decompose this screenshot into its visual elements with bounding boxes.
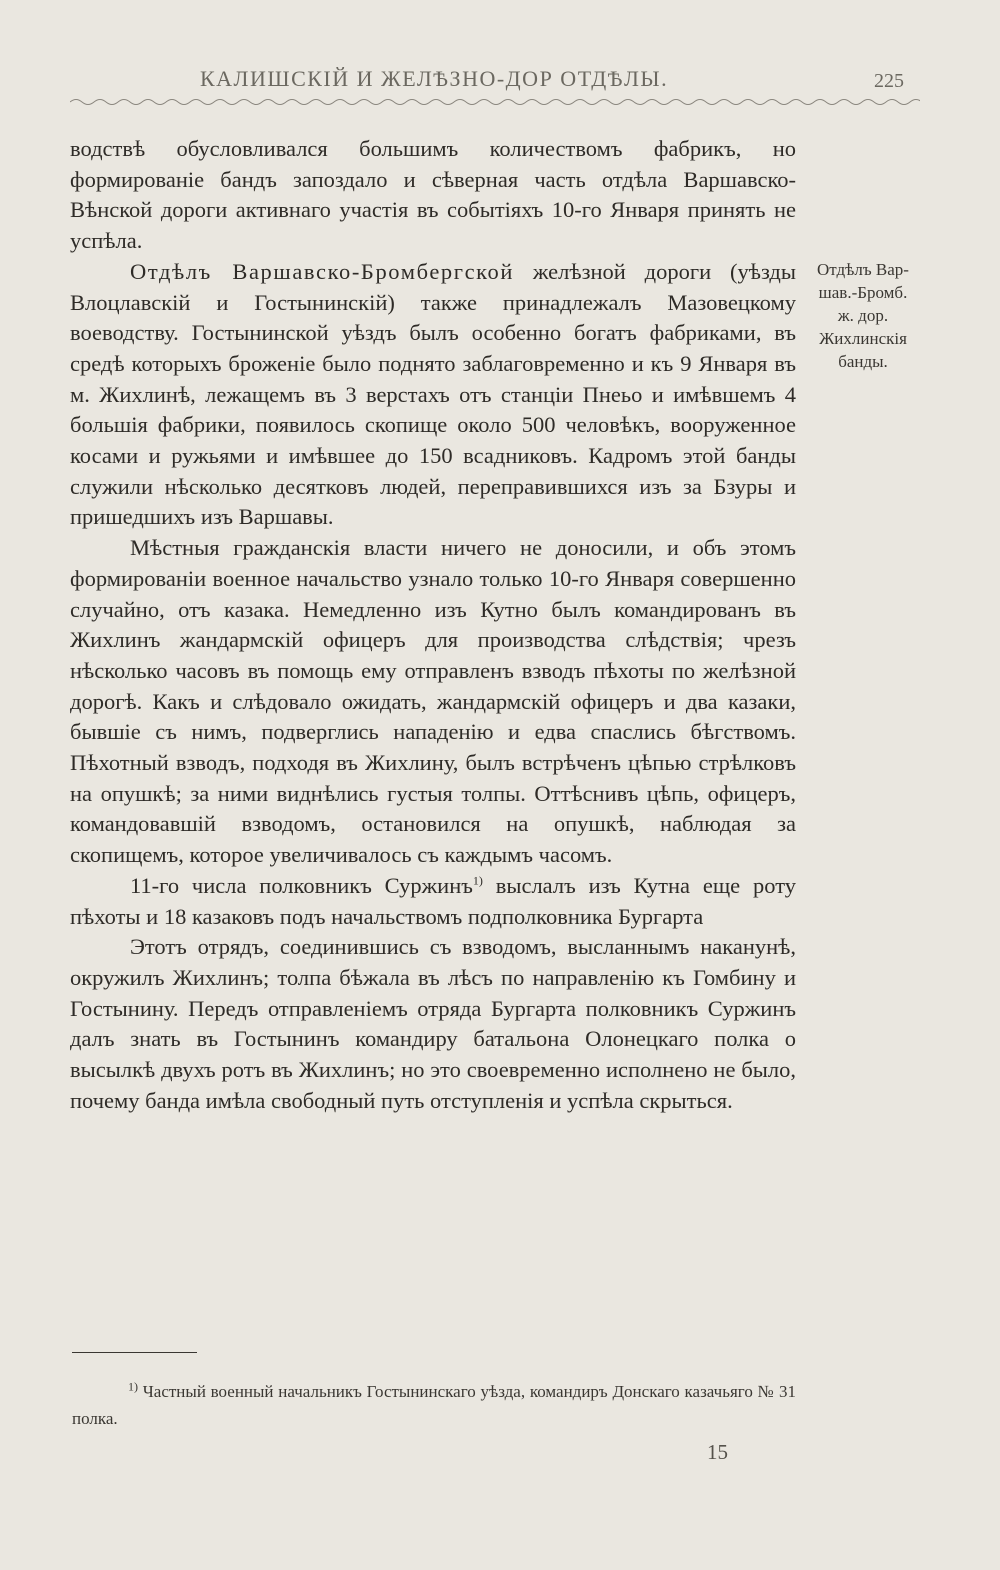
wavy-rule-ornament (70, 96, 920, 108)
footnote-reference: 1) (472, 873, 483, 888)
page-number: 225 (874, 70, 904, 92)
paragraph-2-spaced-heading: Отдѣлъ Варшавско-Бромбергской (130, 258, 515, 284)
footnote-marker: 1) (128, 1379, 138, 1394)
paragraph-3: Мѣстныя гражданскія власти ничего не доносили, и объ этомъ формированіи военное начальство узнало только 10-го Января совершенно случайно, отъ казака. Немедленно изъ Кутно былъ командированъ въ Жихлинъ жандармскій офицеръ для производства слѣдствія; чрезъ нѣсколько часовъ въ помощь ему отправленъ взводъ пѣхоты по желѣзной дорогѣ. Какъ и слѣдовало ожидать, жандармскій офицеръ и два казаки, бывшіе съ нимъ, подверглись нападенію и едва спаслись бѣгствомъ. Пѣхотный взводъ, подходя въ Жихлину, былъ встрѣченъ цѣпью стрѣлковъ на опушкѣ; за ними виднѣлись густыя толпы. Оттѣснивъ цѣпь, офицеръ, командовавшій взводомъ, остановился на опушкѣ, наблюдая за скопищемъ, которое увеличивалось съ каждымъ часомъ. (70, 535, 796, 868)
running-head: КАЛИШСКІЙ И ЖЕЛѢЗНО-ДОР ОТДѢЛЫ. (200, 66, 669, 91)
main-text (70, 134, 796, 1117)
margin-note-line: Отдѣлъ Вар- (817, 260, 909, 279)
margin-note-line: банды. (838, 352, 888, 371)
signature-mark: 15 (707, 1440, 728, 1464)
footnote (72, 1378, 796, 1432)
margin-note-line: Жихлинскія (819, 329, 907, 348)
margin-note-line: шав.-Бромб. (818, 283, 908, 302)
paragraph-4 (70, 871, 796, 932)
paragraph-4-text-a: 11-го числа полковникъ Суржинъ (130, 872, 473, 898)
footnote-text: Частный военный начальникъ Гостынинскаго уѣзда, командиръ Донскаго казачьяго № 31 полка. (72, 1382, 796, 1428)
margin-note (800, 258, 926, 373)
paragraph-2-text: желѣзной дороги (уѣзды Влоцлавскій и Гостынинскій) также принадлежалъ Мазовецкому воеводству. Гостынинской уѣздъ былъ особенно богатъ фабриками, въ средѣ которыхъ броженіе было поднято заблаговременно и къ 9 Января въ м. Жихлинѣ, лежащемъ въ 3 верстахъ отъ станціи Пнеьо и имѣвшемъ 4 большія фабрики, появилось скопище около 500 человѣкъ, вооруженное косами и ружьями и имѣвшее до 150 всадниковъ. Кадромъ этой банды служили нѣсколько десятковъ людей, переправившихся изъ за Бзуры и пришедшихъ изъ Варшавы. (70, 258, 796, 530)
paragraph-1: водствѣ обусловливался большимъ количествомъ фабрикъ, но формированіе бандъ запоздало и сѣверная часть отдѣла Варшавско-Вѣнской дороги активнаго участія въ событіяхъ 10-го Января принять не успѣла. (70, 136, 796, 254)
margin-note-line: ж. дор. (837, 306, 889, 325)
paragraph-2 (70, 257, 796, 533)
paragraph-4-text-b: выслалъ изъ Кутна еще роту пѣхоты и 18 казаковъ подъ начальствомъ подполковника Бургарта (70, 872, 796, 929)
footnote-rule (72, 1352, 197, 1353)
paragraph-5: Этотъ отрядъ, соединившись съ взводомъ, высланнымъ наканунѣ, окружилъ Жихлинъ; толпа бѣжала въ лѣсъ по направленію къ Гомбину и Гостынину. Передъ отправленіемъ отряда Бургарта полковникъ Суржинъ далъ знать въ Гостынинъ командиру батальона Олонецкаго полка о высылкѣ двухъ ротъ въ Жихлинъ; но это своевременно исполнено не было, почему банда имѣла свободный путь отступленія и успѣла скрыться. (70, 934, 796, 1113)
